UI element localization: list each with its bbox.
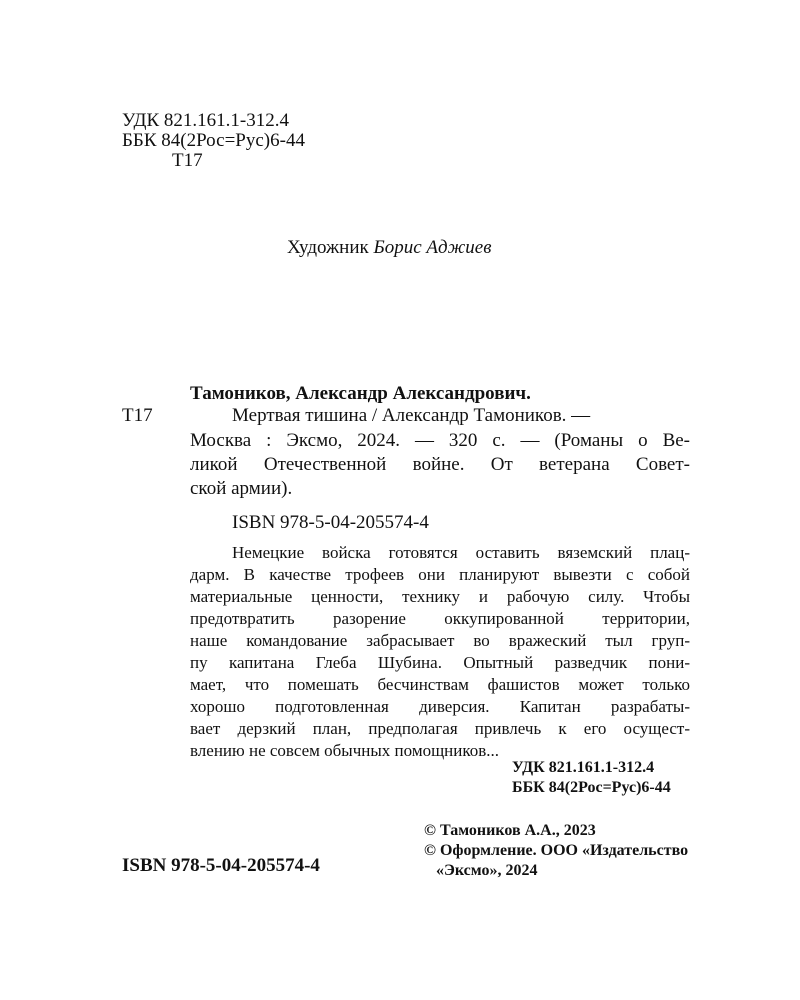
isbn-bottom: ISBN 978-5-04-205574-4 — [122, 855, 320, 876]
annotation-line-3: материальные ценности, технику и рабочую силу. Чтобы — [190, 587, 690, 606]
author-mark: Т17 — [172, 150, 203, 171]
annotation-line-7: мает, что помешать бесчинствам фашистов может только — [190, 675, 690, 694]
copyright-author: © Тамоников А.А., 2023 — [424, 822, 596, 839]
annotation-line-2: дарм. В качестве трофеев они планируют вывезти с собой — [190, 565, 690, 584]
description-line-3: ликой Отечественной войне. От ветерана Совет- — [190, 454, 690, 475]
copyright-design: © Оформление. ООО «Издательство — [424, 842, 689, 859]
annotation-line-8: хорошо подготовленная диверсия. Капитан разрабаты- — [190, 697, 690, 716]
description-line-1: Мертвая тишина / Александр Тамоников. — — [232, 405, 591, 426]
annotation-line-6: пу капитана Глеба Шубина. Опытный разведчик пони- — [190, 653, 690, 672]
udk-code-bottom: УДК 821.161.1-312.4 — [512, 759, 655, 776]
annotation-line-4: предотвратить разорение оккупированной территории, — [190, 609, 690, 628]
bbk-code: ББК 84(2Рос=Рус)6-44 — [122, 130, 305, 151]
annotation-line-10: влению не совсем обычных помощников... — [190, 741, 500, 760]
annotation-line-9: вает дерзкий план, предполагая привлечь к его осущест- — [190, 719, 690, 738]
illustrator-credit — [287, 238, 491, 257]
bbk-code-bottom: ББК 84(2Рос=Рус)6-44 — [512, 779, 671, 796]
description-line-4: ской армии). — [190, 478, 293, 499]
author-heading: Тамоников, Александр Александрович. — [190, 383, 531, 404]
record-author-mark: Т17 — [122, 405, 153, 426]
record-isbn: ISBN 978-5-04-205574-4 — [232, 512, 429, 533]
udk-code: УДК 821.161.1-312.4 — [122, 110, 289, 131]
copyright-publisher: «Эксмо», 2024 — [436, 862, 538, 879]
annotation-line-1: Немецкие войска готовятся оставить вяземский плац- — [232, 543, 690, 562]
illustrator-prefix: Художник — [287, 237, 374, 258]
annotation-line-5: наше командование забрасывает во вражеский тыл груп- — [190, 631, 690, 650]
description-line-2: Москва : Эксмо, 2024. — 320 с. — (Романы о Ве- — [190, 430, 690, 451]
illustrator-name: Борис Аджиев — [373, 237, 492, 258]
